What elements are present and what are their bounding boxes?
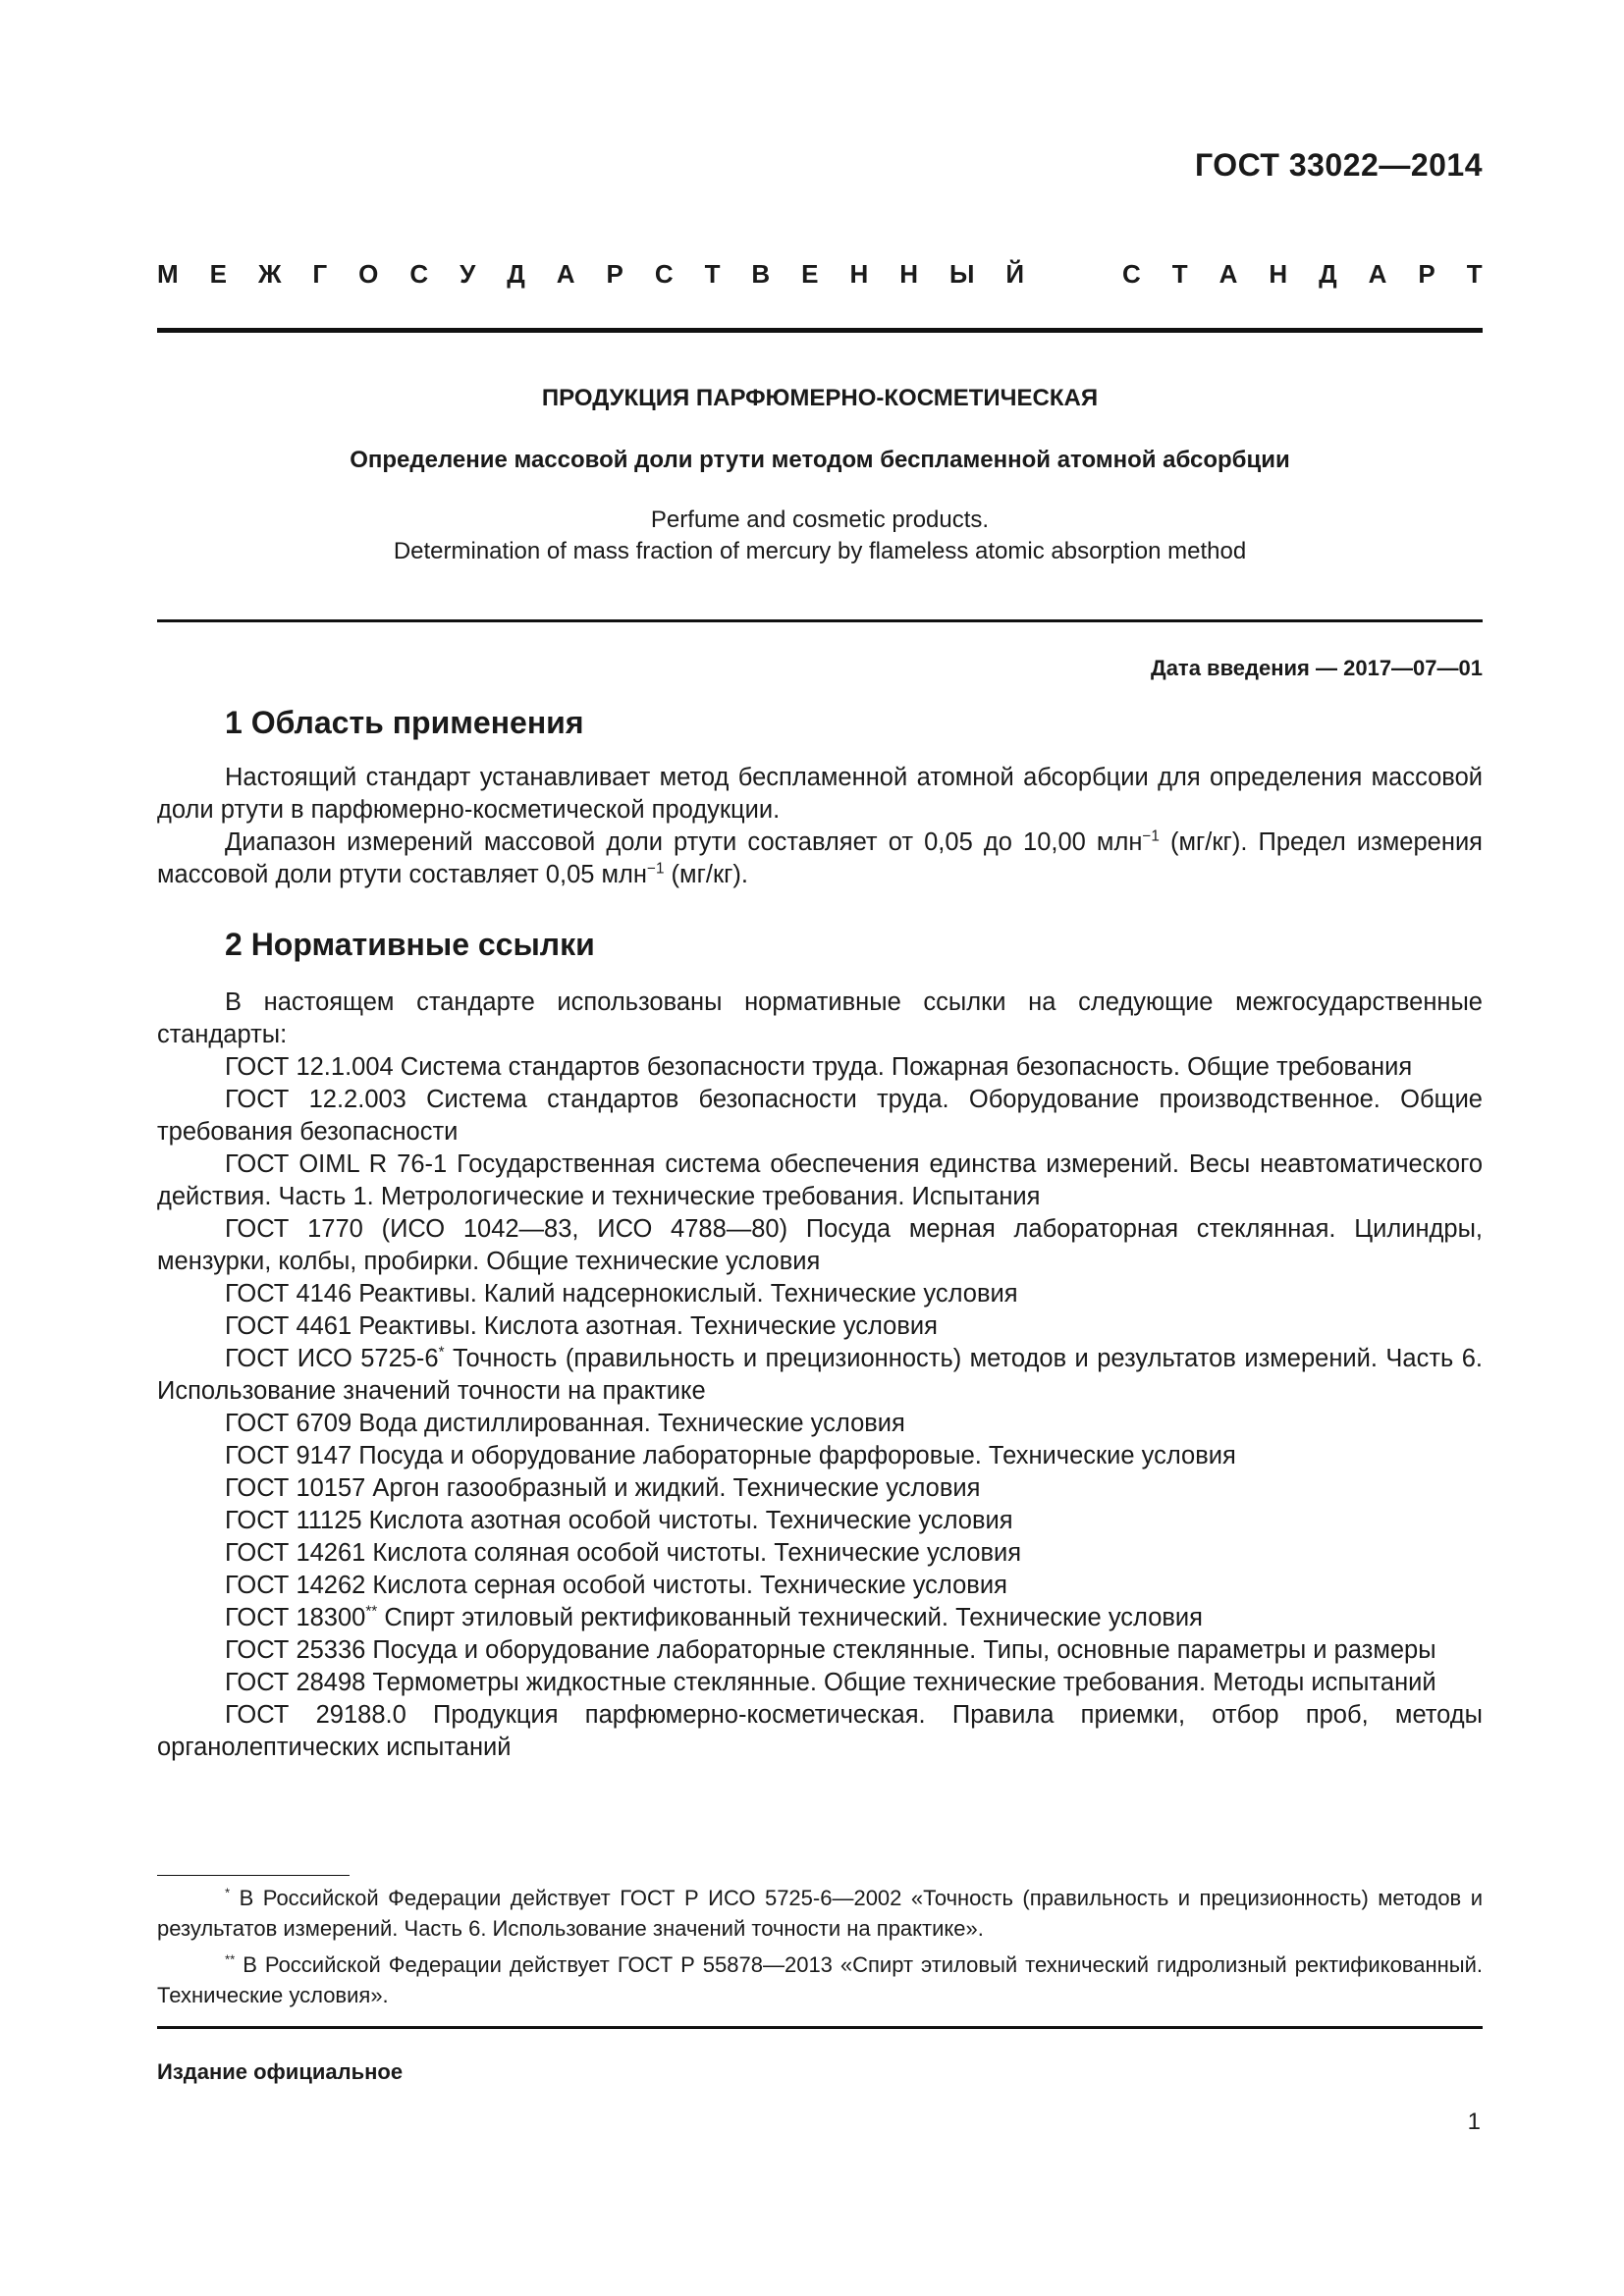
standard-type-letter: Е <box>801 259 819 289</box>
section-1-title: 1 Область применения <box>225 705 584 740</box>
standard-type-letter: Т <box>1466 259 1483 289</box>
english-title-line1: Perfume and cosmetic products. <box>650 507 990 533</box>
document-title: ПРОДУКЦИЯ ПАРФЮМЕРНО-КОСМЕТИЧЕСКАЯ <box>541 385 1099 411</box>
reference-item: ГОСТ OIML R 76-1 Государственная система обеспечения единства измерений. Весы неавтоматического действия. Часть 1. Метрологические и технические требования. Испытания <box>157 1150 1483 1210</box>
standard-type-letter: У <box>460 259 476 289</box>
standard-type-letter: Т <box>1171 259 1188 289</box>
standard-type-letter: Д <box>1319 259 1337 289</box>
footnote-mark: * <box>225 1885 231 1900</box>
word-gap <box>1056 259 1091 290</box>
reference-item: ГОСТ 6709 Вода дистиллированная. Технические условия <box>225 1410 905 1437</box>
footnote-mark: ** <box>365 1603 378 1621</box>
standard-type-letter: Р <box>606 259 623 289</box>
standard-type-letter: Е <box>209 259 227 289</box>
introduction-date: Дата введения — 2017—07—01 <box>1151 656 1483 680</box>
standard-type-letter: А <box>556 259 575 289</box>
section-1-body <box>157 762 1483 891</box>
standard-type-letter: А <box>1218 259 1238 289</box>
standard-type-letter: Н <box>1269 259 1288 289</box>
standard-type-letter: С <box>409 259 429 289</box>
standard-type-heading <box>157 259 1483 290</box>
reference-item: ГОСТ 1770 (ИСО 1042—83, ИСО 4788—80) Посуда мерная лабораторная стеклянная. Цилиндры, мензурки, колбы, пробирки. Общие технические условия <box>157 1215 1483 1275</box>
standard-type-letter: Н <box>849 259 869 289</box>
reference-item: ГОСТ 9147 Посуда и оборудование лабораторные фарфоровые. Технические условия <box>225 1442 1236 1469</box>
standard-type-letter: А <box>1368 259 1387 289</box>
references-list <box>157 1051 1483 1764</box>
footer-divider <box>157 2026 1483 2029</box>
standard-type-letter: Д <box>507 259 525 289</box>
english-title <box>157 505 1483 567</box>
footnote-mark: * <box>438 1344 445 1362</box>
standard-type-letter: Й <box>1005 259 1025 289</box>
reference-item: ГОСТ 14262 Кислота серная особой чистоты. Технические условия <box>225 1572 1007 1599</box>
document-number: ГОСТ 33022—2014 <box>1194 147 1483 183</box>
header-divider <box>157 328 1483 333</box>
reference-item: ГОСТ 10157 Аргон газообразный и жидкий. Технические условия <box>225 1474 981 1502</box>
footnotes <box>157 1883 1483 2016</box>
page-number: 1 <box>1467 2109 1481 2135</box>
title-divider <box>157 619 1483 622</box>
standard-type-letter: Н <box>899 259 919 289</box>
english-title-line2: Determination of mass fraction of mercury by flameless atomic absorption method <box>393 538 1247 564</box>
standard-type-letter: Ж <box>257 259 282 289</box>
footnote-separator <box>157 1875 350 1876</box>
standard-type-letter: Т <box>704 259 721 289</box>
reference-item: ГОСТ 29188.0 Продукция парфюмерно-косметическая. Правила приемки, отбор проб, методы органолептических испытаний <box>157 1701 1483 1761</box>
edition-label: Издание официальное <box>157 2059 404 2084</box>
standard-type-letter: Р <box>1418 259 1435 289</box>
section-1-paragraph-2: Диапазон измерений массовой доли ртути составляет от 0,05 до 10,00 млн$^{-1}$ (мг/кг). Предел измерения массовой доли ртути составляет 0,05 млн$^{-1}$ (мг/кг). <box>157 828 1483 888</box>
standard-type-letter: С <box>654 259 674 289</box>
standard-type-letter: Ы <box>948 259 975 289</box>
footnote-mark: ** <box>225 1951 236 1967</box>
section-1-paragraph-1: Настоящий стандарт устанавливает метод беспламенной атомной абсорбции для определения массовой доли ртути в парфюмерно-косметической продукции. <box>157 764 1483 824</box>
reference-item: ГОСТ 11125 Кислота азотная особой чистоты. Технические условия <box>225 1507 1013 1534</box>
reference-item: ГОСТ 14261 Кислота соляная особой чистоты. Технические условия <box>225 1539 1022 1567</box>
standard-type-letter: Г <box>312 259 328 289</box>
reference-item: ГОСТ 4461 Реактивы. Кислота азотная. Технические условия <box>225 1312 938 1340</box>
reference-item: ГОСТ ИСО 5725-6* Точность (правильность и прецизионность) методов и результатов измерений. Часть 6. Использование значений точности на практике <box>157 1344 1483 1405</box>
reference-item: ГОСТ 25336 Посуда и оборудование лабораторные стеклянные. Типы, основные параметры и размеры <box>225 1636 1436 1664</box>
reference-item: ГОСТ 12.1.004 Система стандартов безопасности труда. Пожарная безопасность. Общие требования <box>225 1053 1413 1081</box>
footnote: ** В Российской Федерации действует ГОСТ Р 55878—2013 «Спирт этиловый технический гидролизный ректификованный. Технические условия». <box>157 1951 1483 2007</box>
document-subtitle: Определение массовой доли ртути методом беспламенной атомной абсорбции <box>350 447 1290 473</box>
standard-type-letter: С <box>1122 259 1141 289</box>
standard-type-letter: В <box>751 259 771 289</box>
footnote: * В Российской Федерации действует ГОСТ Р ИСО 5725-6—2002 «Точность (правильность и прецизионность) методов и результатов измерений. Часть 6. Использование значений точности на практике». <box>157 1885 1483 1941</box>
standard-type-letter: О <box>358 259 379 289</box>
reference-item: ГОСТ 28498 Термометры жидкостные стеклянные. Общие технические требования. Методы испытаний <box>225 1669 1436 1696</box>
reference-item: ГОСТ 12.2.003 Система стандартов безопасности труда. Оборудование производственное. Общие требования безопасности <box>157 1086 1483 1146</box>
standard-type-letter: М <box>157 259 179 289</box>
reference-item: ГОСТ 18300** Спирт этиловый ректификованный технический. Технические условия <box>225 1603 1203 1631</box>
reference-item: ГОСТ 4146 Реактивы. Калий надсернокислый. Технические условия <box>225 1280 1018 1308</box>
section-2-title: 2 Нормативные ссылки <box>225 927 595 962</box>
section-2-intro: В настоящем стандарте использованы нормативные ссылки на следующие межгосударственные стандарты: <box>157 988 1483 1048</box>
section-2-body <box>157 987 1483 1764</box>
